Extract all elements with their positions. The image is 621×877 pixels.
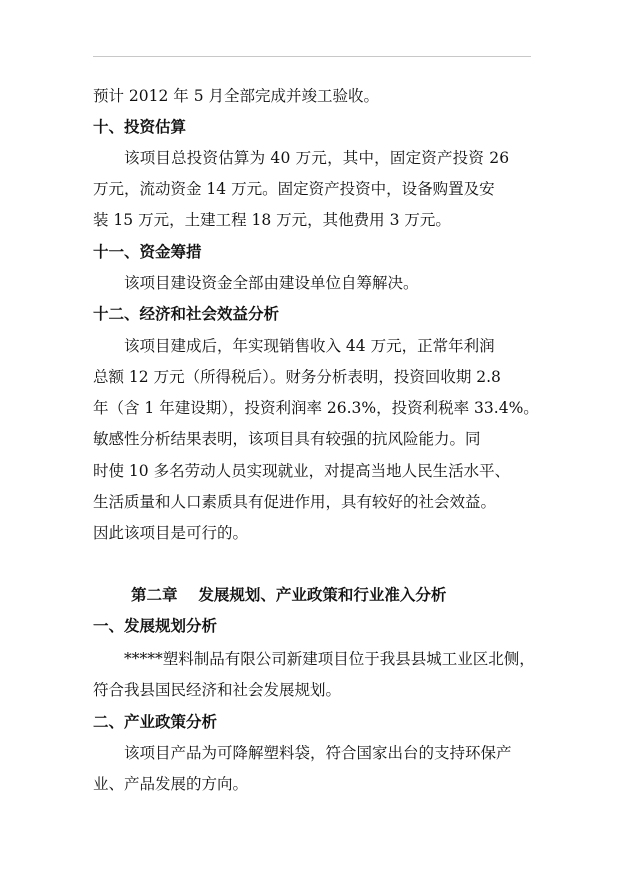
body-line: 时使 10 多名劳动人员实现就业，对提高当地人民生活水平、 xyxy=(93,462,511,480)
body-line: 因此该项目是可行的。 xyxy=(93,524,249,542)
section-heading-development-plan: 一、发展规划分析 xyxy=(93,617,218,635)
body-line: 该项目建成后，年实现销售收入 44 万元，正常年利润 xyxy=(124,337,495,355)
body-line: 装 15 万元，土建工程 18 万元，其他费用 3 万元。 xyxy=(93,211,451,229)
body-line: 生活质量和人口素质具有促进作用，具有较好的社会效益。 xyxy=(93,493,497,511)
body-line: 业、产品发展的方向。 xyxy=(93,775,249,793)
body-line: 该项目总投资估算为 40 万元，其中，固定资产投资 26 xyxy=(124,149,510,167)
header-rule xyxy=(93,56,531,57)
section-heading-investment: 十、投资估算 xyxy=(93,118,187,136)
chapter-heading: 第二章 发展规划、产业政策和行业准入分析 xyxy=(131,586,447,604)
section-heading-benefit-analysis: 十二、经济和社会效益分析 xyxy=(93,305,280,323)
body-line: 年（含 1 年建设期），投资利润率 26.3%，投资利税率 33.4%。 xyxy=(93,399,539,417)
body-line: 预计 2012 年 5 月全部完成并竣工验收。 xyxy=(93,87,380,105)
body-line: 万元，流动资金 14 万元。固定资产投资中，设备购置及安 xyxy=(93,180,495,198)
body-line: 符合我县国民经济和社会发展规划。 xyxy=(93,681,342,699)
body-line: 该项目建设资金全部由建设单位自筹解决。 xyxy=(124,274,419,292)
body-line: 该项目产品为可降解塑料袋，符合国家出台的支持环保产 xyxy=(124,744,512,762)
body-line: 敏感性分析结果表明，该项目具有较强的抗风险能力。同 xyxy=(93,430,481,448)
body-line: 总额 12 万元（所得税后）。财务分析表明，投资回收期 2.8 xyxy=(93,368,501,386)
body-line: *****塑料制品有限公司新建项目位于我县县城工业区北侧， xyxy=(124,650,535,668)
section-heading-industry-policy: 二、产业政策分析 xyxy=(93,713,218,731)
section-heading-funding: 十一、资金筹措 xyxy=(93,243,202,261)
